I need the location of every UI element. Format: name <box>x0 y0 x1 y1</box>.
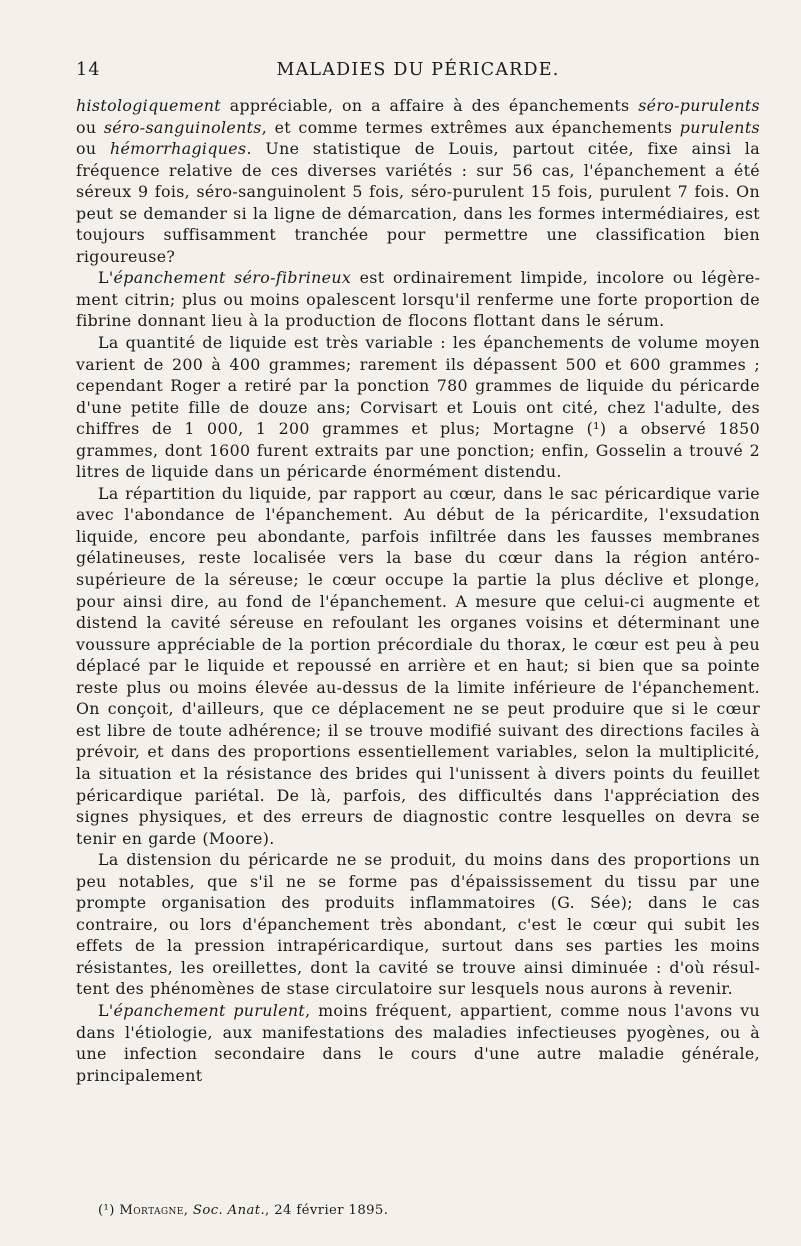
text-run: est ordinairement limpide, incolore ou légèrement citrin; plus ou moins opalescent lorsqu'il renferme une forte proportion de fibrine donnant lieu à la production de flocons flottant dans le sérum. <box>76 268 760 331</box>
paragraph <box>76 1000 760 1086</box>
italic-run: séro-purulents <box>638 96 760 115</box>
paragraph <box>76 332 760 483</box>
text-run: , moins fréquent, appartient, comme nous l'avons vu dans l'étiologie, aux manifestations des maladies infectieuses pyogènes, ou à une infection secondaire dans le cours d'une autre maladie générale, principalement <box>76 1000 760 1085</box>
text-run: La quantité de liquide est très variable : les épanchements de volume moyen varient de 200 à 400 grammes; rarement ils dépassent 500 et 600 grammes ; cependant Roger a retiré par la ponction 780 grammes de liquide du péricarde d'une petite fille de douze ans; Corvisart et Louis ont cité, chez l'adulte, des chiffres de 1 000, 1 200 grammes et plus; Mortagne (¹) a observé 1850 grammes, dont 1600 furent extraits par une ponction; enfin, Gosselin a trouvé 2 litres de liquide dans un péricarde énormément distendu. <box>76 333 760 482</box>
paragraph <box>76 483 760 849</box>
text-run: L' <box>98 1000 114 1020</box>
italic-run: épanchement séro-fibrineux <box>113 268 352 288</box>
page-number: 14 <box>76 60 101 80</box>
footnote-separator: , <box>183 1203 193 1218</box>
paragraph <box>76 267 760 332</box>
footnote <box>98 1203 738 1218</box>
paragraph <box>76 95 760 267</box>
text-run: L' <box>98 268 114 288</box>
text-run: appréciable, on a affaire à des épanchements <box>221 96 639 115</box>
text-run: . Une statistique de Louis, partout citée, fixe ainsi la fréquence relative de ces diverses variétés : sur 56 cas, l'épanchement a été séreux 9 fois, séro-sanguinolent 5 fois, séro-purulent 15 fois, purulent 7 fois. On peut se demander si la ligne de démarcation, dans les formes intermédiaires, est toujours suffisamment tranchée pour permettre une classification bien rigoureuse? <box>76 139 760 266</box>
italic-run: épanchement purulent <box>113 1000 306 1020</box>
text-run: La répartition du liquide, par rapport au cœur, dans le sac péricardique varie avec l'abondance de l'épanchement. Au début de la péricardite, l'exsudation liquide, encore peu abondante, parfois infiltrée dans les fausses membranes gélatineuses, reste localisée vers la base du cœur dans la région antéro-supérieure de la séreuse; le cœur occupe la partie la plus déclive et plonge, pour ainsi dire, au fond de l'épanchement. A mesure que celui-ci augmente et distend la cavité séreuse en refoulant les organes voisins et déterminant une voussure appréciable de la portion précordiale du thorax, le cœur est peu à peu déplacé par le liquide et repoussé en arrière et en haut; si bien que sa pointe reste plus ou moins élevée au-dessus de la limite inférieure de l'épanchement. On conçoit, d'ailleurs, que ce déplacement ne se peut produire que si le cœur est libre de toute adhérence; il se trouve modifié suivant des directions faciles à prévoir, et dans des proportions essentiellement variables, selon la multiplicité, la situation et la résistance des brides qui l'unissent à divers points du feuillet péricardique pariétal. De là, parfois, des difficultés dans l'appréciation des signes physiques, et des erreurs de diagnostic contre lesquelles on devra se tenir en garde (Moore). <box>76 483 760 848</box>
italic-run: purulents <box>679 117 760 137</box>
italic-run: histologiquement <box>76 96 222 115</box>
text-run: La distension du péricarde ne se produit, du moins dans des proportions un peu notables, que s'il ne se forme pas d'épaississement du tissu par une prompte organisation des produits inflammatoires (G. Sée); dans le cas contraire, ou lors d'épanchement très abondant, c'est le cœur qui subit les effets de la pression intrapéricardique, surtout dans ses parties les moins résistantes, les oreillettes, dont la cavité se trouve ainsi diminuée : d'où résultent des phénomènes de stase circulatoire sur lesquels nous aurons à revenir. <box>76 850 760 999</box>
footnote-date: , 24 février 1895. <box>265 1203 389 1218</box>
footnote-journal: Soc. Anat. <box>192 1203 266 1218</box>
paragraph <box>76 849 760 1000</box>
page-header <box>76 60 760 90</box>
text-run: , et comme termes extrêmes aux épanchements <box>261 117 680 137</box>
italic-run: séro-sanguinolents <box>103 117 262 137</box>
body-text <box>76 95 760 1086</box>
text-run: ou <box>76 139 110 159</box>
italic-run: hémorrhagiques <box>109 139 247 159</box>
footnote-marker: (¹) <box>98 1203 115 1218</box>
footnote-author: Mortagne <box>119 1203 184 1218</box>
running-title: MALADIES DU PÉRICARDE. <box>276 60 560 80</box>
text-run: ou <box>76 117 104 137</box>
